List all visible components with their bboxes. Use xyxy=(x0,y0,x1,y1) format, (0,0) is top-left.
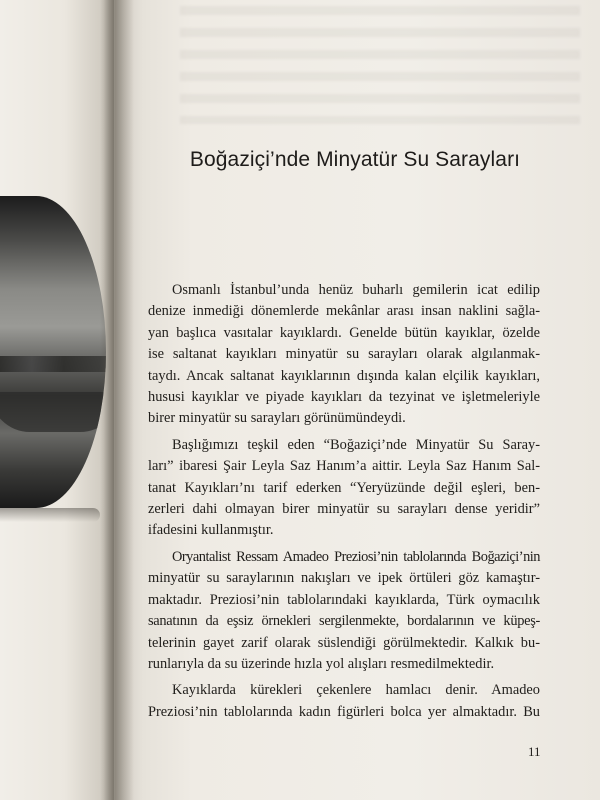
text-line: ise saltanat kayıkları minyatür su sarayları olarak algılanmak- xyxy=(148,346,540,363)
photo-shadow xyxy=(0,508,100,522)
chapter-title: Boğaziçi’nde Minyatür Su Sarayları xyxy=(189,148,521,171)
text-line: ları” ibaresi Şair Leyla Saz Hanım’a aittir. Leyla Saz Hanım Sal- xyxy=(148,458,540,475)
body-text xyxy=(148,280,540,723)
text-line: tanat Kayıkları’nı tarif ederken “Yeryüzünde değil eşleri, ben- xyxy=(148,479,540,496)
text-line: taydı. Ancak saltanat kayıklarının dışında kalan elçilik kayıkları, xyxy=(148,367,540,384)
paragraph xyxy=(148,435,540,542)
text-line: Oryantalist Ressam Amadeo Preziosi’nin tablolarında Boğaziçi’nin xyxy=(172,548,540,565)
text-line: yan başlıca vasıtalar kayıklardı. Genelde bütün kayıklar, özelde xyxy=(148,324,540,341)
boat-photograph xyxy=(0,196,106,508)
text-line: ifadesini kullanmıştır. xyxy=(148,522,274,539)
text-line: Osmanlı İstanbul’unda henüz buharlı gemilerin icat edilip xyxy=(172,282,540,298)
text-line: Başlığımızı teşkil eden “Boğaziçi’nde Minyatür Su Saray- xyxy=(172,436,540,453)
book-spine-shadow xyxy=(100,0,134,800)
paragraph xyxy=(148,680,540,723)
text-line: minyatür su saraylarının nakışları ve ipek örtüleri göz kamaştır- xyxy=(148,570,540,587)
paragraph xyxy=(148,547,540,675)
text-line: zerleri dahi olmayan birer minyatür su sarayları dense yeridir” xyxy=(148,501,540,518)
text-line: maktadır. Preziosi’nin tablolarındaki kayıklarda, Türk oymacılık xyxy=(148,591,540,608)
paragraph xyxy=(148,280,540,430)
page-number: 11 xyxy=(528,744,541,759)
bleed-through-text xyxy=(180,6,580,124)
text-line: sanatının da eşsiz örnekleri sergilenmekte, bordalarının ve küpeş- xyxy=(148,613,540,630)
photo-boat-hull xyxy=(0,392,106,432)
text-line: Preziosi’nin tablolarında kadın figürleri bolca yer almaktadır. Bu xyxy=(148,703,540,720)
text-line: runlarıyla da su üzerinde hızla yol alışları resmedilmektedir. xyxy=(148,655,495,672)
photo-shoreline xyxy=(0,356,106,372)
text-line: Kayıklarda kürekleri çekenlere hamlacı denir. Amadeo xyxy=(172,682,540,699)
text-line: telerinin gayet zarif olarak süslendiği görülmektedir. Kalkık bu- xyxy=(148,634,540,651)
text-line: birer minyatür su sarayları görünümündeydi. xyxy=(148,410,406,427)
text-line: denize inmediği dönemlerde mekânlar arası insan naklini sağla- xyxy=(148,303,540,320)
text-line: hususi kayıklar ve piyade kayıkları da tezyinat ve işletmeleriyle xyxy=(148,389,540,406)
